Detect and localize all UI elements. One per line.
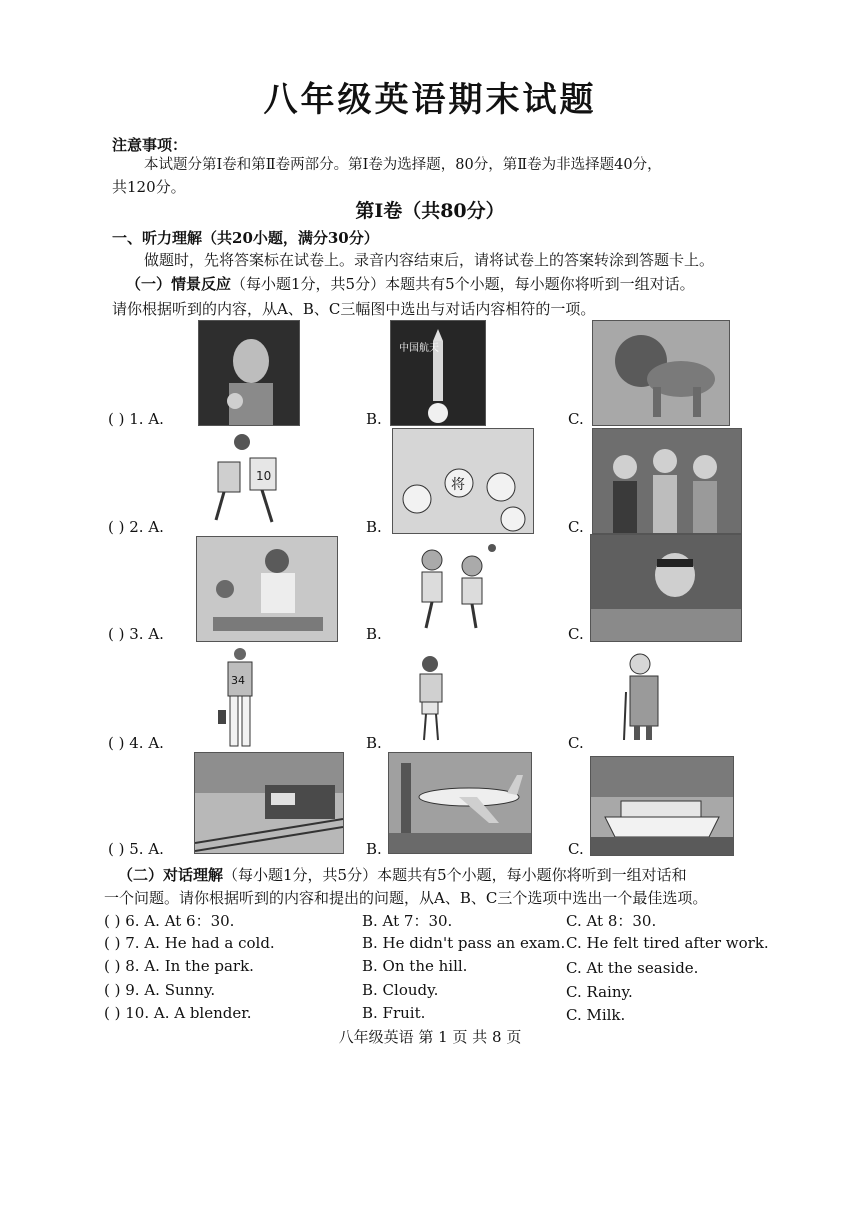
friends-icon: [592, 428, 742, 534]
short-man-icon: [410, 654, 450, 744]
sub1-label: （一）情景反应: [126, 275, 232, 293]
swimmer-icon: [590, 534, 742, 642]
robot-icon: [198, 320, 300, 426]
chess-char: 将: [451, 477, 465, 493]
lion-icon: [592, 320, 730, 426]
sub1-line2: 请你根据听到的内容，从A、B、C三幅图中选出与对话内容相符的一项。: [112, 300, 596, 318]
question-2-c: C.: [568, 518, 584, 536]
question-7-b: B. He didn't pass an exam.: [362, 934, 566, 952]
sub2-text: （每小题1分，共5分）本题共有5个小题，每小题你将听到一组对话和: [223, 866, 687, 884]
question-6-b: B. At 7：30.: [362, 912, 453, 930]
plane-icon: [388, 752, 532, 854]
rocket-caption: 中国航天: [399, 343, 439, 354]
question-1-label: ( ) 1. A.: [108, 410, 164, 428]
question-4-label: ( ) 4. A.: [108, 734, 164, 752]
question-8-a: ( ) 8. A. In the park.: [104, 957, 254, 975]
section1-instruction: 做题时，先将答案标在试卷上。录音内容结束后，请将试卷上的答案转涂到答题卡上。: [144, 251, 715, 269]
question-1-b: B.: [366, 410, 382, 428]
question-8-b: B. On the hill.: [362, 957, 468, 975]
question-6-a: ( ) 6. A. At 6：30.: [104, 912, 235, 930]
question-5-label: ( ) 5. A.: [108, 840, 164, 858]
shirt-number: 34: [231, 674, 245, 687]
jersey-number: 10: [256, 469, 272, 483]
chess-icon: [392, 428, 534, 534]
page-footer: 八年级英语 第 1 页 共 8 页: [338, 1028, 522, 1046]
question-3-c: C.: [568, 625, 584, 643]
notice-heading: 注意事项：: [112, 136, 188, 154]
question-9-a: ( ) 9. A. Sunny.: [104, 981, 216, 999]
baking-icon: [196, 536, 338, 642]
ship-icon: [590, 756, 734, 856]
tall-man-icon: [214, 646, 264, 748]
question-10-b: B. Fruit.: [362, 1004, 426, 1022]
page-title: 八年级英语期末试题: [263, 80, 597, 120]
question-3-label: ( ) 3. A.: [108, 625, 164, 643]
question-8-c: C. At the seaside.: [566, 959, 699, 977]
exercise-icon: [404, 540, 500, 632]
question-7-c: C. He felt tired after work.: [566, 934, 769, 952]
sub2-line2: 一个问题。请你根据听到的内容和提出的问题，从A、B、C三个选项中选出一个最佳选项。: [104, 889, 708, 907]
notice-line1: 本试题分第Ⅰ卷和第Ⅱ卷两部分。第Ⅰ卷为选择题，80分，第Ⅱ卷为非选择题40分，: [144, 157, 662, 173]
question-1-c: C.: [568, 410, 584, 428]
part1-title: 第Ⅰ卷（共80分）: [355, 200, 505, 222]
old-woman-icon: [614, 652, 662, 742]
rocket-icon: [390, 320, 486, 426]
sub1-text: （每小题1分，共5分）本题共有5个小题，每小题你将听到一组对话。: [231, 275, 695, 293]
train-icon: [194, 752, 344, 854]
question-2-label: ( ) 2. A.: [108, 518, 164, 536]
section1-heading: 一、听力理解（共20小题，满分30分）: [112, 229, 379, 247]
question-7-a: ( ) 7. A. He had a cold.: [104, 934, 275, 952]
question-5-c: C.: [568, 840, 584, 858]
sub2-label: （二）对话理解: [118, 866, 224, 884]
question-6-c: C. At 8：30.: [566, 912, 657, 930]
question-3-b: B.: [366, 625, 382, 643]
question-4-b: B.: [366, 734, 382, 752]
notice-line2: 共120分。: [112, 178, 186, 196]
question-9-c: C. Rainy.: [566, 983, 633, 1001]
question-10-a: ( ) 10. A. A blender.: [104, 1004, 252, 1022]
question-10-c: C. Milk.: [566, 1006, 626, 1024]
question-4-c: C.: [568, 734, 584, 752]
question-5-b: B.: [366, 840, 382, 858]
question-9-b: B. Cloudy.: [362, 981, 439, 999]
basketball-icon: [206, 432, 294, 528]
question-2-b: B.: [366, 518, 382, 536]
